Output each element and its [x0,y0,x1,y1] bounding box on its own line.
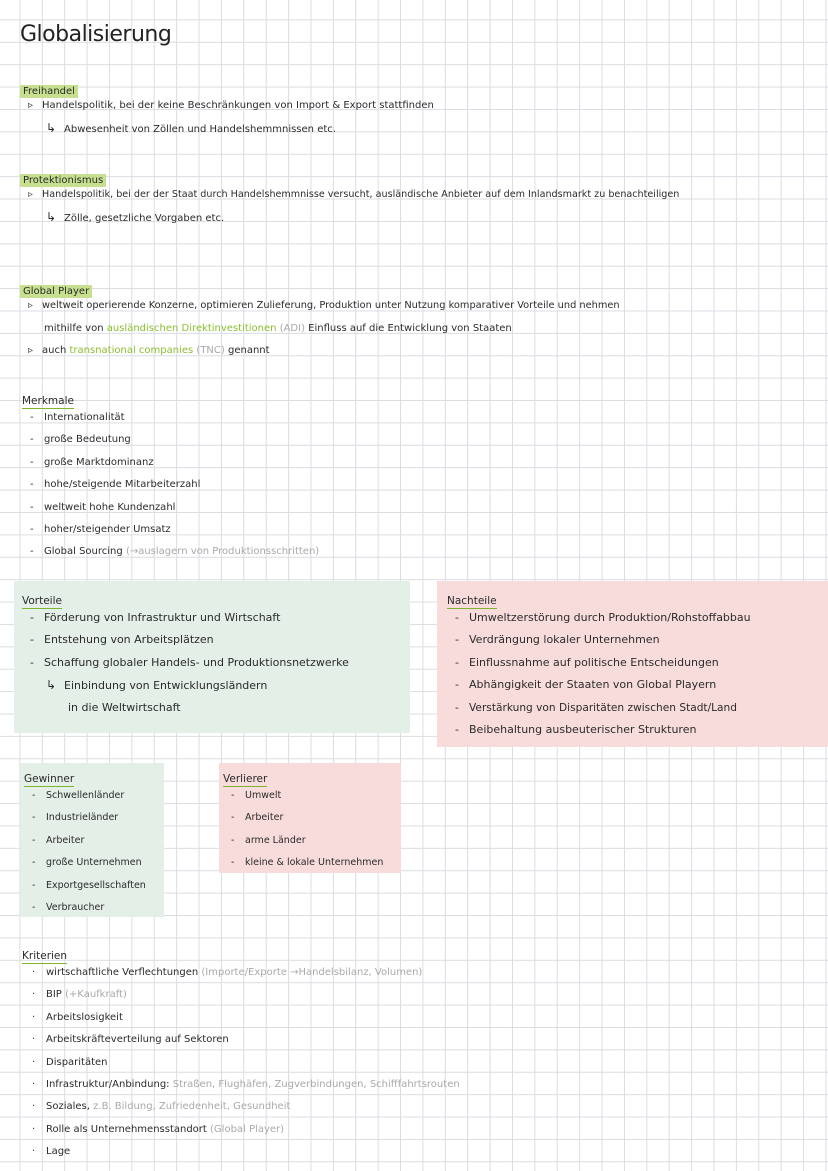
page-title: Globalisierung [20,22,172,47]
freihandel-heading-label: Freihandel [20,85,78,98]
triangle-bullet-icon: ▹ [28,300,33,311]
protektionismus-definition: Handelspolitik, bei der der Staat durch Handelshemmnisse versucht, ausländische Anbieter auf dem Inlandsmarkt zu benachteiligen [42,189,680,200]
merkmale-heading-label: Merkmale [22,395,74,407]
list-item: - weltweit hohe Kundenzahl [30,501,176,513]
list-item: · BIP (+Kaufkraft) [32,989,127,1001]
list-item: - kleine & lokale Unternehmen [231,857,384,869]
global-player-heading [20,279,92,298]
protektionismus-heading [20,168,106,187]
list-item: - Internationalität [30,412,125,423]
tnc-term: transnational companies [69,345,194,356]
freihandel-heading [20,79,78,98]
global-player-line2-pre: mithilfe von [44,323,104,334]
kriterien-heading [22,944,67,963]
list-item: · Arbeitskräfteverteilung auf Sektoren [32,1034,229,1046]
list-item: - Umwelt [231,790,282,801]
list-item: · Rolle als Unternehmensstandort (Global Player) [32,1123,285,1135]
list-item: - hohe/steigende Mitarbeiterzahl [30,479,201,491]
kriterien-heading-label: Kriterien [22,950,68,962]
global-player-text-1: weltweit operierende Konzerne, optimieren Zulieferung, Produktion unter Nutzung komparativer Vorteile und nehmen [42,300,620,311]
freihandel-bullet [28,99,434,113]
merkmale-heading [22,389,74,408]
global-player-line-3 [28,344,270,358]
triangle-bullet-icon: ▹ [28,189,33,200]
list-item: - Exportgesellschaften [32,879,146,891]
verlierer-heading [223,767,267,786]
list-item: - arme Länder [231,834,306,846]
list-item: - Verdrängung lokaler Unternehmen [455,633,660,647]
verlierer-heading-label: Verlierer [223,773,268,785]
list-item: - große Marktdominanz [30,456,154,468]
list-item: · Infrastruktur/Anbindung: Straßen, Flughäfen, Zugverbindungen, Schifffahrtsrouten [32,1078,460,1090]
list-item: - Schwellenländer [32,790,125,801]
gewinner-heading [24,767,74,786]
merkmale-list [30,411,319,568]
global-sourcing-note: (→auslagern von Produktionsschritten) [125,546,320,558]
freihandel-sub [46,121,336,137]
freihandel-sub-text: Abwesenheit von Zöllen und Handelshemmnissen etc. [64,124,336,135]
protektionismus-sub-text: Zölle, gesetzliche Vorgaben etc. [64,213,225,224]
list-item: · Arbeitslosigkeit [32,1011,123,1023]
list-item: ↳ Einbindung von Entwicklungsländern [46,678,268,693]
nachteile-list [455,611,751,745]
sub-arrow-icon: ↳ [46,121,57,135]
list-item: in die Weltwirtschaft [68,700,181,714]
sub-arrow-icon: ↳ [46,678,57,693]
list-item: - Förderung von Infrastruktur und Wirtschaft [30,611,281,624]
tnc-abbrev: (TNC) [196,345,225,356]
gewinner-list [32,789,146,923]
list-item: - hoher/steigender Umsatz [30,523,171,535]
list-item: - Schaffung globaler Handels- und Produktionsnetzwerke [30,655,349,669]
list-item: - Abhängigkeit der Staaten von Global Playern [455,678,717,692]
adi-abbrev: (ADI) [279,323,305,334]
triangle-bullet-icon: ▹ [28,100,34,111]
vorteile-list [30,611,349,723]
list-item: - Einflussnahme auf politische Entscheidungen [455,655,719,669]
global-player-line3-pre: auch [42,345,67,356]
global-player-line2-post: Einfluss auf die Entwicklung von Staaten [308,323,512,334]
global-player-line-1 [28,299,620,313]
nachteile-heading-label: Nachteile [447,595,497,607]
list-item: - Global Sourcing (→auslagern von Produktionsschritten) [30,546,320,558]
gewinner-heading-label: Gewinner [24,773,75,785]
nachteile-heading [447,589,497,608]
list-item: - Arbeiter [32,834,85,846]
list-item: · Disparitäten [32,1056,108,1068]
kriterien-list [32,966,460,1168]
list-item: - Beibehaltung ausbeuterischer Strukturen [455,722,697,736]
list-item: - Umweltzerstörung durch Produktion/Rohstoffabbau [455,611,751,624]
adi-term: ausländischen Direktinvestitionen [106,323,277,334]
list-item: - große Bedeutung [30,434,131,446]
triangle-bullet-icon: ▹ [28,345,34,356]
vorteile-heading [22,589,62,608]
freihandel-definition: Handelspolitik, bei der keine Beschränkungen von Import & Export stattfinden [42,100,434,111]
global-player-line-2 [44,322,512,336]
list-item: - Verstärkung von Disparitäten zwischen Stadt/Land [455,701,737,714]
list-item: · Soziales, z.B. Bildung, Zufriedenheit, Gesundheit [32,1101,291,1113]
global-player-line3-post: genannt [227,345,270,356]
vorteile-heading-label: Vorteile [22,595,62,607]
protektionismus-bullet [28,188,679,202]
global-player-heading-label: Global Player [20,285,92,298]
sub-arrow-icon: ↳ [46,210,57,224]
protektionismus-heading-label: Protektionismus [20,174,106,187]
list-item: - große Unternehmen [32,857,142,869]
list-item: - Verbraucher [32,901,105,913]
list-item: - Arbeiter [231,812,284,824]
list-item: - Industrieländer [32,812,119,824]
verlierer-list [231,789,383,879]
list-item: - Entstehung von Arbeitsplätzen [30,633,214,647]
list-item: · Lage [32,1146,71,1158]
protektionismus-sub [46,210,224,226]
list-item: · wirtschaftliche Verflechtungen (Importe/Exporte →Handelsbilanz, Volumen) [32,967,423,978]
